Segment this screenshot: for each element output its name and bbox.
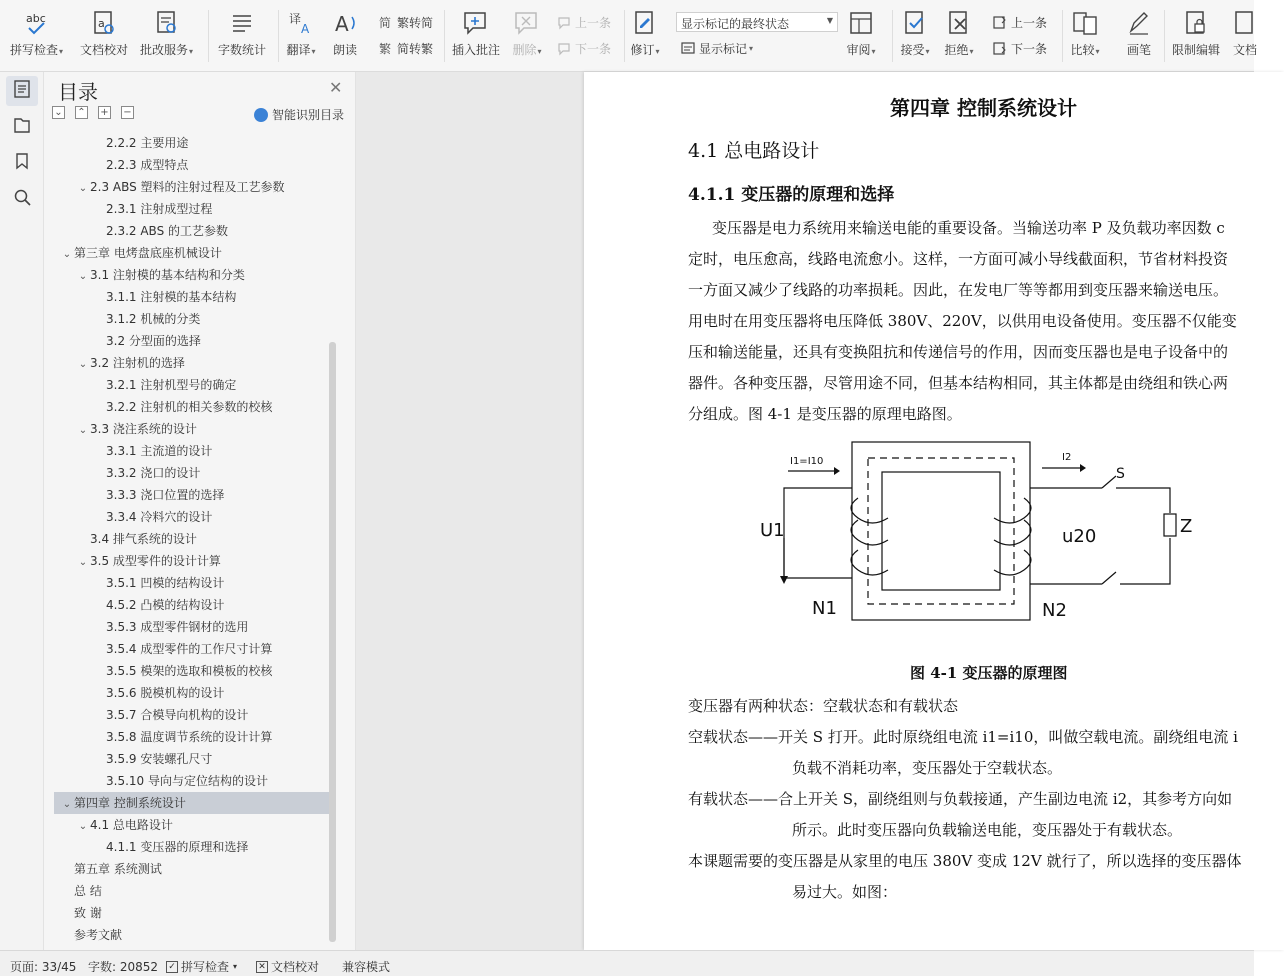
- body-line: 器件。各种变压器，尽管用途不同，但基本结构相同，其主体都是由绕组和铁心两: [688, 374, 1229, 392]
- prev-icon: [556, 14, 572, 30]
- svg-text:A: A: [335, 12, 349, 36]
- toc-item[interactable]: [54, 396, 330, 418]
- i2-label: I2: [1062, 452, 1072, 463]
- toc-item[interactable]: [54, 440, 330, 462]
- toc-item-label: 3.3 浇注系统的设计: [90, 422, 197, 436]
- readaloud-icon: [330, 8, 360, 38]
- toc-item-label: 2.3.1 注射成型过程: [106, 202, 213, 216]
- svg-text:简: 简: [379, 16, 392, 30]
- insert-comment-icon: [461, 8, 491, 38]
- nav-pane-icon: [13, 116, 31, 138]
- restrict-edit-button[interactable]: [1172, 8, 1220, 64]
- flux-path: [868, 458, 1014, 604]
- toc-item[interactable]: [54, 770, 330, 792]
- show-markup-icon: [680, 40, 696, 56]
- trad-to-simp-label: 繁转简: [397, 15, 434, 30]
- toc-item-label: 3.5.4 成型零件的工作尺寸计算: [106, 642, 273, 656]
- word-count-label: 字数统计: [218, 43, 267, 57]
- toc-item-label: 2.2.3 成型特点: [106, 158, 189, 172]
- toc-item-label: 3.5.6 脱模机构的设计: [106, 686, 225, 700]
- next-change-button[interactable]: [992, 38, 1047, 58]
- toc-item-label: 3.5.10 导向与定位结构的设计: [106, 774, 268, 788]
- read-aloud-button[interactable]: [330, 8, 360, 64]
- u20-label: u20: [1062, 526, 1097, 547]
- body-line: 变压器有两种状态：空载状态和有载状态: [688, 697, 959, 715]
- primary-wire: [784, 488, 852, 578]
- proofread-box-icon: ✕: [256, 961, 268, 973]
- toc-item-label: 3.3.3 浇口位置的选择: [106, 488, 225, 502]
- toc-item-label: 2.2.2 主要用途: [106, 136, 189, 150]
- pen-button[interactable]: [1124, 8, 1154, 64]
- toc-item-label: 3.4 排气系统的设计: [90, 532, 197, 546]
- prev-comment-button[interactable]: [556, 12, 611, 32]
- n2-label: N2: [1042, 600, 1067, 621]
- toc-item[interactable]: [54, 506, 330, 528]
- toc-item-label: 3.2 分型面的选择: [106, 334, 201, 348]
- simp-trad-icon: [378, 40, 394, 56]
- annotate-icon: [152, 8, 182, 38]
- toc-item[interactable]: [54, 550, 330, 572]
- toc-item-label: 3.1 注射模的基本结构和分类: [90, 268, 245, 282]
- toc-item[interactable]: [54, 704, 330, 726]
- body-line: 用电时在用变压器将电压降低 380V、220V，以供用电设备使用。变压器不仅能变: [688, 312, 1237, 330]
- ribbon-separator: [892, 10, 893, 62]
- toc-item[interactable]: [54, 748, 330, 770]
- body-line: 变压器是电力系统用来输送电能的重要设备。当输送功率 P 及负载功率因数 c: [712, 219, 1225, 237]
- bookmark-icon: [13, 152, 31, 174]
- body-line: 定时，电压愈高，线路电流愈小。这样，一方面可减小导线截面积，节省材料投资: [688, 250, 1229, 268]
- chevron-down-icon[interactable]: ⌄: [78, 359, 88, 370]
- u1-label: U1: [760, 520, 785, 541]
- toc-item[interactable]: [54, 792, 330, 814]
- status-bar: [0, 950, 1254, 976]
- close-icon[interactable]: ✕: [329, 78, 343, 97]
- spellcheck-button[interactable]: abc 拼写检查▾: [10, 8, 63, 64]
- svg-text:abc: abc: [25, 12, 46, 25]
- show-markup-label: 显示标记: [699, 41, 748, 56]
- compat-mode-status: 兼容模式: [342, 960, 391, 974]
- smart-toc-label: 智能识别目录: [272, 108, 345, 122]
- revise-icon: [630, 8, 660, 38]
- translate-icon: [286, 8, 316, 38]
- body-line: 压和输送能量，还具有变换阻抗和传递信号的作用，因而变压器也是电子设备中的: [688, 343, 1229, 361]
- markup-mode-select[interactable]: [676, 12, 838, 32]
- spellcheck-label: 拼写检查: [10, 43, 59, 57]
- annotate-service-label: 批改服务: [140, 43, 189, 57]
- doc-proofread-label: 文档校对: [80, 43, 129, 57]
- svg-text:繁: 繁: [379, 42, 392, 56]
- next-comment-label: 下一条: [575, 41, 612, 56]
- switch-s-top: [1102, 476, 1116, 488]
- toc-item[interactable]: [54, 726, 330, 748]
- toc-item[interactable]: [54, 484, 330, 506]
- body-line: 负载不消耗功率，变压器处于空载状态。: [792, 759, 1063, 777]
- revise-button[interactable]: 修订▾: [630, 8, 660, 64]
- toc-item-label: 2.3 ABS 塑料的注射过程及工艺参数: [90, 180, 285, 194]
- translate-label: 翻译: [286, 43, 311, 57]
- toc-pane-button[interactable]: [6, 76, 38, 106]
- show-markup-button[interactable]: 显示标记 ▾: [680, 38, 753, 58]
- prev-change-button[interactable]: [992, 12, 1047, 32]
- insert-comment-button[interactable]: [452, 8, 500, 64]
- prev-change-label: 上一条: [1011, 15, 1048, 30]
- toc-item-label: 3.1.2 机械的分类: [106, 312, 201, 326]
- markup-mode-value: 显示标记的最终状态: [681, 17, 790, 31]
- side-icon-strip: [0, 72, 44, 950]
- toc-item-label: 总 结: [74, 884, 102, 898]
- chevron-down-icon[interactable]: ⌄: [78, 557, 88, 568]
- switch-s-bottom: [1030, 572, 1116, 584]
- body-line: 所示。此时变压器向负载输送电能，变压器处于有载状态。: [792, 821, 1183, 839]
- nav-pane-button[interactable]: [6, 112, 38, 142]
- toc-toolbar: [52, 106, 134, 119]
- toc-item[interactable]: [54, 220, 330, 242]
- s-label: S: [1116, 466, 1125, 482]
- search-icon: [13, 188, 31, 210]
- next-icon: [992, 40, 1008, 56]
- bookmark-button[interactable]: [6, 148, 38, 178]
- toc-item[interactable]: [54, 132, 330, 154]
- toc-item[interactable]: [54, 330, 330, 352]
- restrict-edit-label: 限制编辑: [1172, 43, 1221, 57]
- toc-title: 目录: [58, 80, 98, 104]
- compare-button[interactable]: 比较▾: [1070, 8, 1100, 64]
- search-button[interactable]: [6, 184, 38, 214]
- ribbon-separator: [1062, 10, 1063, 62]
- svg-text:a: a: [98, 17, 105, 30]
- next-change-label: 下一条: [1011, 41, 1048, 56]
- document-icon: [1230, 8, 1260, 38]
- prev-comment-label: 上一条: [575, 15, 612, 30]
- toc-item-label: 4.1.1 变压器的原理和选择: [106, 840, 249, 854]
- toc-item-label: 3.3.2 浇口的设计: [106, 466, 201, 480]
- ribbon-separator: [208, 10, 209, 62]
- trad-simp-icon: [378, 14, 394, 30]
- toc-item-label: 致 谢: [74, 906, 102, 920]
- simp-to-trad-label: 简转繁: [397, 41, 434, 56]
- toc-item[interactable]: [54, 660, 330, 682]
- transformer-diagram: [760, 438, 1210, 648]
- review-label: 审阅: [846, 43, 871, 57]
- translate-button[interactable]: 译 A 翻译▾: [286, 8, 316, 64]
- chevron-down-icon[interactable]: ⌄: [78, 183, 88, 194]
- toc-item[interactable]: [54, 616, 330, 638]
- next-icon: [556, 40, 572, 56]
- spell-check-label: 拼写检查: [181, 960, 230, 974]
- toc-scrollbar[interactable]: [329, 342, 336, 942]
- proofread-status[interactable]: [256, 958, 319, 975]
- proofread-status-label: 文档校对: [271, 960, 320, 974]
- toc-item[interactable]: [54, 176, 330, 198]
- spell-check-status[interactable]: [166, 958, 237, 975]
- toc-item-label: 参考文献: [74, 928, 123, 942]
- spellcheck-icon: [22, 8, 52, 38]
- chevron-down-icon[interactable]: ⌄: [62, 249, 72, 260]
- toc-item-label: 4.1 总电路设计: [90, 818, 173, 832]
- simp-to-trad-button[interactable]: [378, 38, 433, 58]
- toc-icon: [13, 80, 31, 102]
- accept-icon: [900, 8, 930, 38]
- wordcount-icon: [227, 8, 257, 38]
- load-z: [1164, 514, 1176, 536]
- toc-item-label: 3.5.3 成型零件钢材的选用: [106, 620, 249, 634]
- toc-item-label: 3.2.1 注射机型号的确定: [106, 378, 237, 392]
- body-line: 空载状态——开关 S 打开。此时原绕组电流 i1=i10，叫做空载电流。副绕组电流 i: [688, 728, 1238, 746]
- toc-item[interactable]: [54, 308, 330, 330]
- ai-icon: [254, 108, 268, 122]
- chevron-down-icon[interactable]: ⌄: [62, 799, 72, 810]
- body-line: 本课题需要的变压器是从家里的电压 380V 变成 12V 就行了，所以选择的变压器体: [688, 852, 1242, 870]
- body-line: 一方面又减少了线路的功率损耗。因此，在发电厂等等都用到变压器来输送电压。: [688, 281, 1229, 299]
- toc-item-label: 3.5.5 模架的选取和模板的校核: [106, 664, 273, 678]
- pen-icon: [1124, 8, 1154, 38]
- toc-item[interactable]: [54, 374, 330, 396]
- body-line: 易过大。如图：: [792, 883, 898, 901]
- compare-label: 比较: [1070, 43, 1095, 57]
- review-pane-button[interactable]: 审阅▾: [846, 8, 876, 64]
- toc-item-label: 3.5 成型零件的设计计算: [90, 554, 221, 568]
- read-aloud-label: 朗读: [332, 43, 357, 57]
- accept-label: 接受: [900, 43, 925, 57]
- n1-label: N1: [812, 598, 837, 619]
- toc-item-label: 4.5.2 凸模的结构设计: [106, 598, 225, 612]
- collapse-all-icon[interactable]: ⌄: [52, 106, 65, 119]
- figure-caption: 图 4-1 变压器的原理图: [910, 664, 1068, 682]
- word-count-button[interactable]: [218, 8, 266, 64]
- reject-button[interactable]: 拒绝▾: [944, 8, 974, 64]
- toc-item-label: 2.3.2 ABS 的工艺参数: [106, 224, 229, 238]
- svg-text:译: 译: [289, 12, 302, 26]
- accept-button[interactable]: 接受▾: [900, 8, 930, 64]
- toc-list: [54, 132, 344, 944]
- chevron-down-icon: ▾: [233, 962, 238, 971]
- review-ribbon: [0, 0, 1257, 72]
- restrict-edit-icon: [1181, 8, 1211, 38]
- toc-item-label: 3.2.2 注射机的相关参数的校核: [106, 400, 273, 414]
- toc-item[interactable]: [54, 880, 330, 902]
- remove-level-icon[interactable]: −: [121, 106, 134, 119]
- toc-item-label: 3.3.4 冷料穴的设计: [106, 510, 213, 524]
- trad-to-simp-button[interactable]: [378, 12, 433, 32]
- ribbon-separator: [278, 10, 279, 62]
- chevron-down-icon[interactable]: ⌄: [78, 821, 88, 832]
- secondary-wire: [1030, 488, 1170, 584]
- toc-item[interactable]: [54, 462, 330, 484]
- toc-item-label: 3.5.9 安装螺孔尺寸: [106, 752, 213, 766]
- delete-comment-icon: [512, 8, 542, 38]
- reject-label: 拒绝: [944, 43, 969, 57]
- toc-item[interactable]: [54, 594, 330, 616]
- document-page[interactable]: [584, 72, 1284, 950]
- add-level-icon[interactable]: +: [98, 106, 111, 119]
- expand-up-icon[interactable]: ⌃: [75, 106, 88, 119]
- toc-item-label: 3.5.1 凹模的结构设计: [106, 576, 225, 590]
- toc-item-label: 3.1.1 注射模的基本结构: [106, 290, 237, 304]
- svg-text:A: A: [301, 22, 310, 36]
- toc-item[interactable]: [54, 352, 330, 374]
- reject-icon: [944, 8, 974, 38]
- chevron-down-icon: ▼: [826, 16, 833, 25]
- toc-item-label: 3.5.8 温度调节系统的设计计算: [106, 730, 273, 744]
- toc-item-label: 3.2 注射机的选择: [90, 356, 185, 370]
- annotate-service-button[interactable]: 批改服务▾: [140, 8, 193, 64]
- subsection-heading: 4.1.1 变压器的原理和选择: [688, 185, 895, 205]
- toc-item[interactable]: [54, 242, 330, 264]
- compare-icon: [1070, 8, 1100, 38]
- toc-item[interactable]: [54, 682, 330, 704]
- body-line: 有载状态——合上开关 S，副绕组则与负载接通，产生副边电流 i2，其参考方向如: [688, 790, 1233, 808]
- toc-item[interactable]: [54, 264, 330, 286]
- proofread-icon: [89, 8, 119, 38]
- toc-item-label: 第五章 系统测试: [74, 862, 162, 876]
- document-canvas: [356, 72, 1254, 950]
- page-indicator[interactable]: 页面: 33/45: [10, 960, 77, 974]
- checkbox-icon: ✓: [166, 961, 178, 973]
- toc-item[interactable]: [54, 286, 330, 308]
- toc-item[interactable]: [54, 858, 330, 880]
- insert-comment-label: 插入批注: [452, 43, 501, 57]
- chapter-title: 第四章 控制系统设计: [890, 96, 1077, 120]
- ribbon-separator: [1164, 10, 1165, 62]
- i1-label: I1=I10: [790, 456, 824, 467]
- chevron-down-icon[interactable]: ⌄: [78, 271, 88, 282]
- toc-panel: [44, 72, 356, 950]
- toc-item[interactable]: [54, 924, 330, 946]
- toc-item-label: 3.5.7 合模导向机构的设计: [106, 708, 249, 722]
- revise-label: 修订: [630, 43, 655, 57]
- core-outer: [852, 442, 1030, 620]
- ribbon-separator: [624, 10, 625, 62]
- toc-item[interactable]: [54, 154, 330, 176]
- document-label: 文档: [1232, 43, 1257, 57]
- toc-item[interactable]: [54, 528, 330, 550]
- toc-item-label: 第四章 控制系统设计: [74, 796, 186, 810]
- body-line: 分组成。图 4-1 是变压器的原理电路图。: [688, 405, 962, 423]
- core-inner: [882, 472, 1000, 590]
- toc-item[interactable]: [54, 638, 330, 660]
- toc-item[interactable]: [54, 814, 330, 836]
- smart-toc-button[interactable]: [254, 106, 344, 123]
- delete-comment-button[interactable]: 删除▾: [512, 8, 542, 64]
- section-heading: 4.1 总电路设计: [688, 140, 820, 162]
- toc-item[interactable]: [54, 836, 330, 858]
- toc-item-label: 3.3.1 主流道的设计: [106, 444, 213, 458]
- transformer-figure: [760, 438, 1210, 652]
- next-comment-button[interactable]: [556, 38, 611, 58]
- review-icon: [846, 8, 876, 38]
- toc-item-label: 第三章 电烤盘底座机械设计: [74, 246, 222, 260]
- chevron-down-icon[interactable]: ⌄: [78, 425, 88, 436]
- doc-proofread-button[interactable]: [80, 8, 128, 64]
- toc-item[interactable]: [54, 572, 330, 594]
- delete-label: 删除: [512, 43, 537, 57]
- word-count-indicator[interactable]: 字数: 20852: [88, 960, 159, 974]
- toc-item[interactable]: [54, 198, 330, 220]
- prev-icon: [992, 14, 1008, 30]
- toc-item[interactable]: [54, 902, 330, 924]
- pen-label: 画笔: [1126, 43, 1151, 57]
- z-label: Z: [1180, 516, 1193, 537]
- document-button[interactable]: [1230, 8, 1260, 64]
- toc-item[interactable]: [54, 418, 330, 440]
- ribbon-separator: [444, 10, 445, 62]
